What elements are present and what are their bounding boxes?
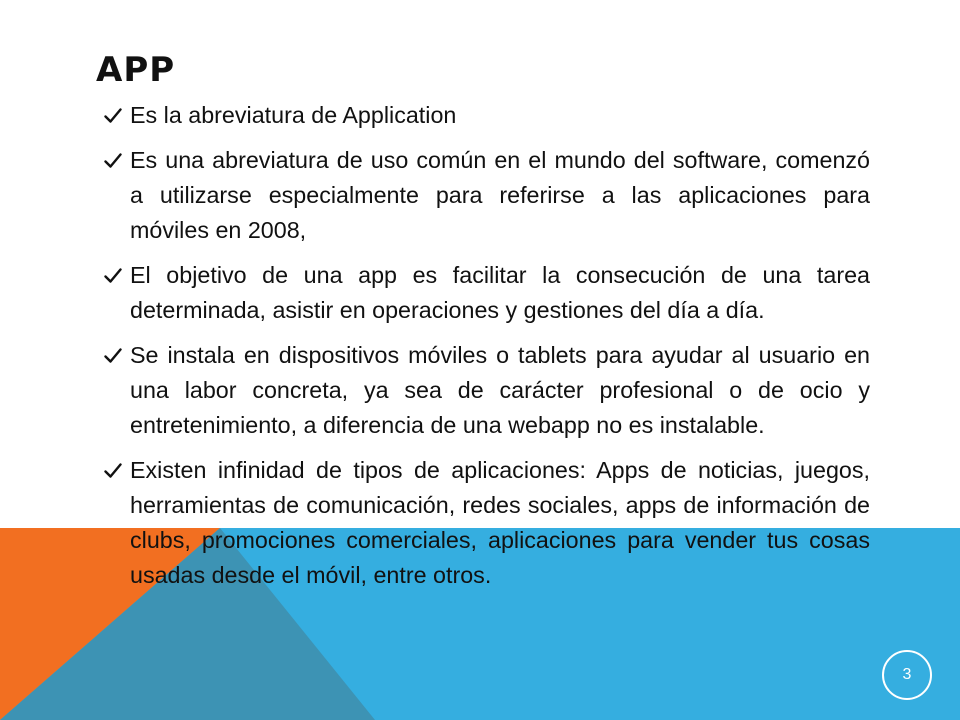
check-icon xyxy=(104,453,124,488)
bullet-item xyxy=(104,98,870,133)
bullet-text: El objetivo de una app es facilitar la consecución de una tarea determinada, asistir en operaciones y gestiones del día a día. xyxy=(130,262,870,323)
bullet-item xyxy=(104,143,870,248)
check-icon xyxy=(104,98,124,133)
check-icon xyxy=(104,143,124,178)
bullet-item xyxy=(104,258,870,328)
bullet-text: Se instala en dispositivos móviles o tablets para ayudar al usuario en una labor concreta, ya sea de carácter profesional o de ocio y entretenimiento, a diferencia de una webapp no es instalable. xyxy=(130,342,870,438)
check-icon xyxy=(104,338,124,373)
bullet-text: Es la abreviatura de Application xyxy=(130,102,457,128)
bullet-text: Es una abreviatura de uso común en el mundo del software, comenzó a utilizarse especialmente para referirse a las aplicaciones para móviles en 2008, xyxy=(130,147,870,243)
bullet-item xyxy=(104,338,870,443)
check-icon xyxy=(104,258,124,293)
bullet-text: Existen infinidad de tipos de aplicaciones: Apps de noticias, juegos, herramientas de comunicación, redes sociales, apps de información de clubs, promociones comerciales, aplicaciones para vender tus cosas usadas desde el móvil, entre otros. xyxy=(130,457,870,588)
bullet-item xyxy=(104,453,870,593)
page-number: 3 xyxy=(902,666,912,683)
bullet-list xyxy=(104,98,870,603)
page-number-badge xyxy=(882,650,932,700)
slide-title: APP xyxy=(96,50,176,90)
